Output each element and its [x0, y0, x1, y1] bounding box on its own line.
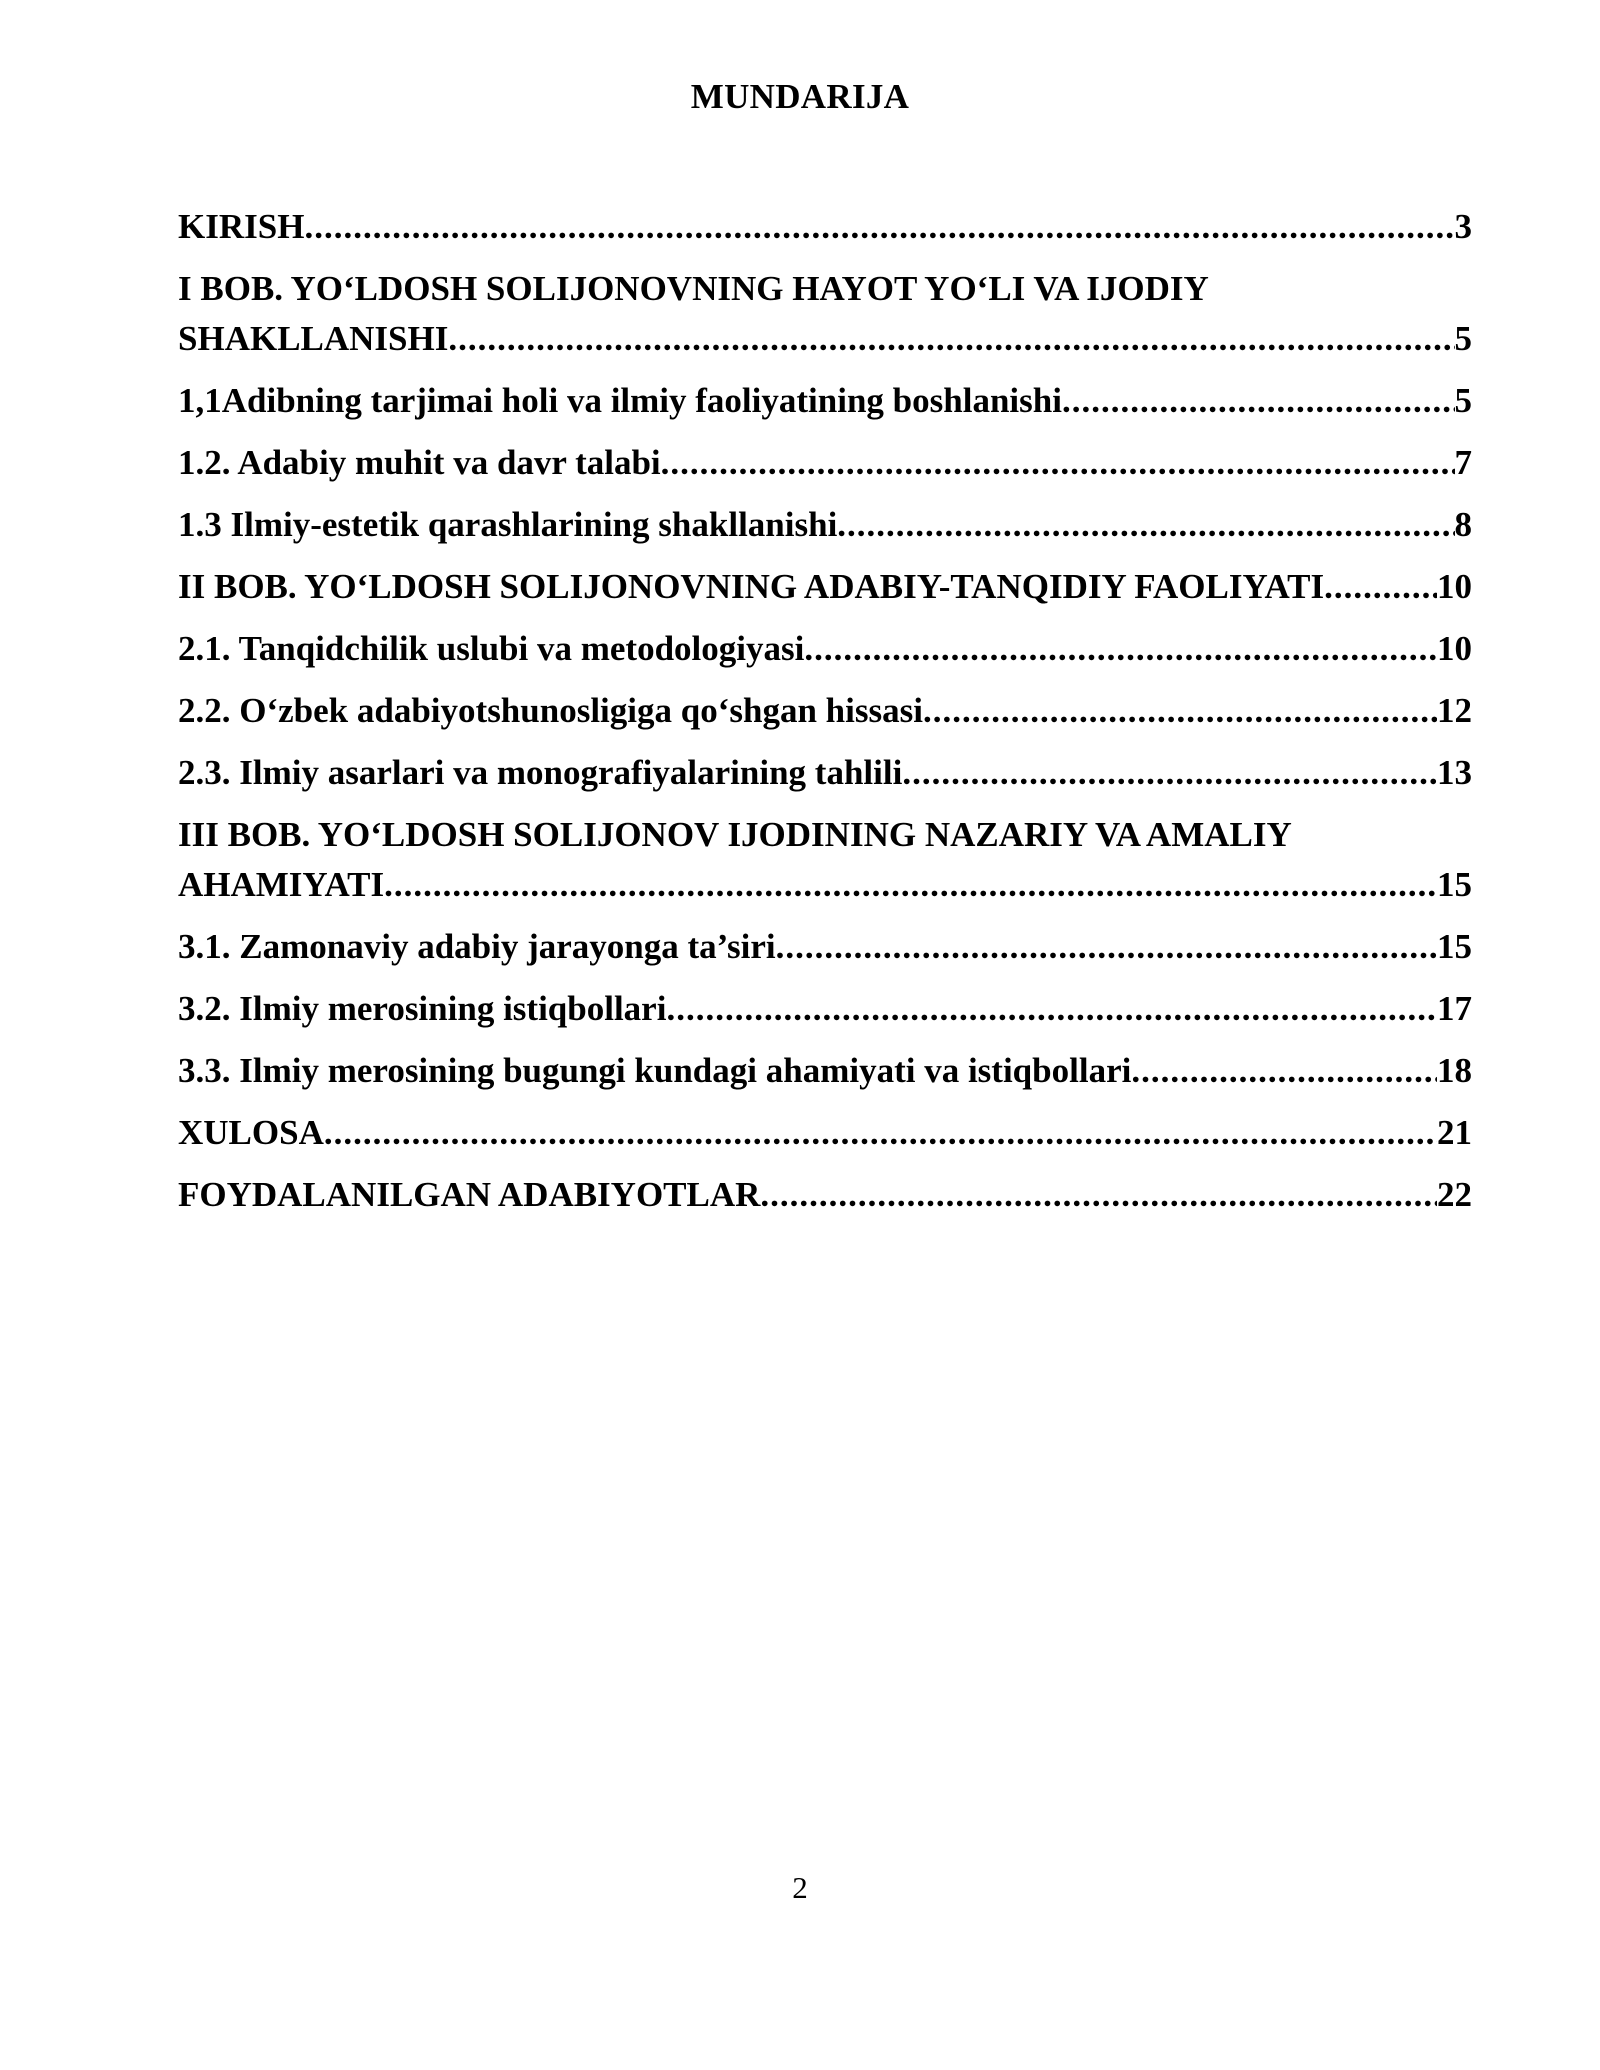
toc-entry-label: 2.1. Tanqidchilik uslubi va metodologiyasi: [178, 629, 805, 668]
toc-entry-label-line1: III BOB. YO‘LDOSH SOLIJONOV IJODINING NAZARIY VA AMALIY: [178, 815, 1292, 854]
page-title: MUNDARIJA: [690, 77, 910, 116]
dot-leader: [1131, 1046, 1437, 1096]
toc-entry-1-3[interactable]: [178, 500, 1472, 550]
dot-leader: [666, 984, 1437, 1034]
toc-entry-label: XULOSA: [178, 1113, 324, 1152]
toc-entry-label-line1: I BOB. YO‘LDOSH SOLIJONOVNING HAYOT YO‘LI VA IJODIY: [178, 269, 1209, 308]
toc-entry-label: SHAKLLANISHI: [178, 319, 449, 358]
table-of-contents: [178, 202, 1472, 1232]
dot-leader: [304, 202, 1454, 252]
toc-entry-1-1[interactable]: [178, 376, 1472, 426]
toc-entry-page: 5: [1454, 381, 1472, 420]
toc-entry-page: 15: [1437, 865, 1472, 904]
page-number: 2: [792, 1870, 808, 1905]
toc-entry-1-2[interactable]: [178, 438, 1472, 488]
toc-entry-3-1[interactable]: [178, 922, 1472, 972]
dot-leader: [837, 500, 1454, 550]
toc-entry-3-2[interactable]: [178, 984, 1472, 1034]
toc-entry-page: 17: [1437, 989, 1472, 1028]
toc-entry-page: 21: [1437, 1113, 1472, 1152]
toc-entry-page: 10: [1437, 567, 1472, 606]
toc-entry-label: 2.2. O‘zbek adabiyotshunosligiga qo‘shgan hissasi: [178, 691, 923, 730]
dot-leader: [661, 438, 1455, 488]
toc-entry-3-3[interactable]: [178, 1046, 1472, 1096]
toc-entry-label: 3.3. Ilmiy merosining bugungi kundagi ahamiyati va istiqbollari: [178, 1051, 1132, 1090]
dot-leader: [324, 1108, 1437, 1158]
toc-entry-page: 18: [1437, 1051, 1472, 1090]
toc-entry-2-3[interactable]: [178, 748, 1472, 798]
toc-entry-page: 8: [1454, 505, 1472, 544]
toc-entry-references[interactable]: [178, 1170, 1472, 1220]
toc-entry-label: 1.2. Adabiy muhit va davr talabi: [178, 443, 661, 482]
dot-leader: [760, 1170, 1437, 1220]
toc-entry-page: 5: [1454, 319, 1472, 358]
dot-leader: [902, 748, 1437, 798]
toc-entry-label: 3.1. Zamonaviy adabiy jarayonga ta’siri: [178, 927, 776, 966]
toc-entry-label: FOYDALANILGAN ADABIYOTLAR: [178, 1175, 761, 1214]
toc-entry-page: 10: [1437, 629, 1472, 668]
toc-entry-2-2[interactable]: [178, 686, 1472, 736]
toc-entry-page: 7: [1454, 443, 1472, 482]
toc-entry-xulosa[interactable]: [178, 1108, 1472, 1158]
toc-entry-2-1[interactable]: [178, 624, 1472, 674]
toc-entry-page: 3: [1454, 207, 1472, 246]
toc-entry-chapter-1[interactable]: [178, 264, 1472, 364]
toc-entry-chapter-3[interactable]: [178, 810, 1472, 910]
toc-entry-kirish[interactable]: [178, 202, 1472, 252]
dot-leader: [384, 860, 1437, 910]
toc-entry-label: AHAMIYATI: [178, 865, 385, 904]
toc-entry-page: 15: [1437, 927, 1472, 966]
toc-entry-page: 22: [1437, 1175, 1472, 1214]
toc-entry-label: II BOB. YO‘LDOSH SOLIJONOVNING ADABIY-TANQIDIY FAOLIYATI: [178, 567, 1325, 606]
dot-leader: [776, 922, 1437, 972]
toc-entry-chapter-2[interactable]: [178, 562, 1472, 612]
toc-entry-page: 12: [1437, 691, 1472, 730]
dot-leader: [1324, 562, 1437, 612]
toc-entry-label: 1.3 Ilmiy-estetik qarashlarining shakllanishi: [178, 505, 838, 544]
dot-leader: [804, 624, 1437, 674]
toc-entry-label: 3.2. Ilmiy merosining istiqbollari: [178, 989, 667, 1028]
toc-entry-page: 13: [1437, 753, 1472, 792]
dot-leader: [923, 686, 1437, 736]
toc-entry-label: 1,1Adibning tarjimai holi va ilmiy faoliyatining boshlanishi: [178, 381, 1062, 420]
toc-entry-label: KIRISH: [178, 207, 305, 246]
dot-leader: [1062, 376, 1455, 426]
dot-leader: [448, 314, 1454, 364]
toc-entry-label: 2.3. Ilmiy asarlari va monografiyalarining tahlili: [178, 753, 903, 792]
